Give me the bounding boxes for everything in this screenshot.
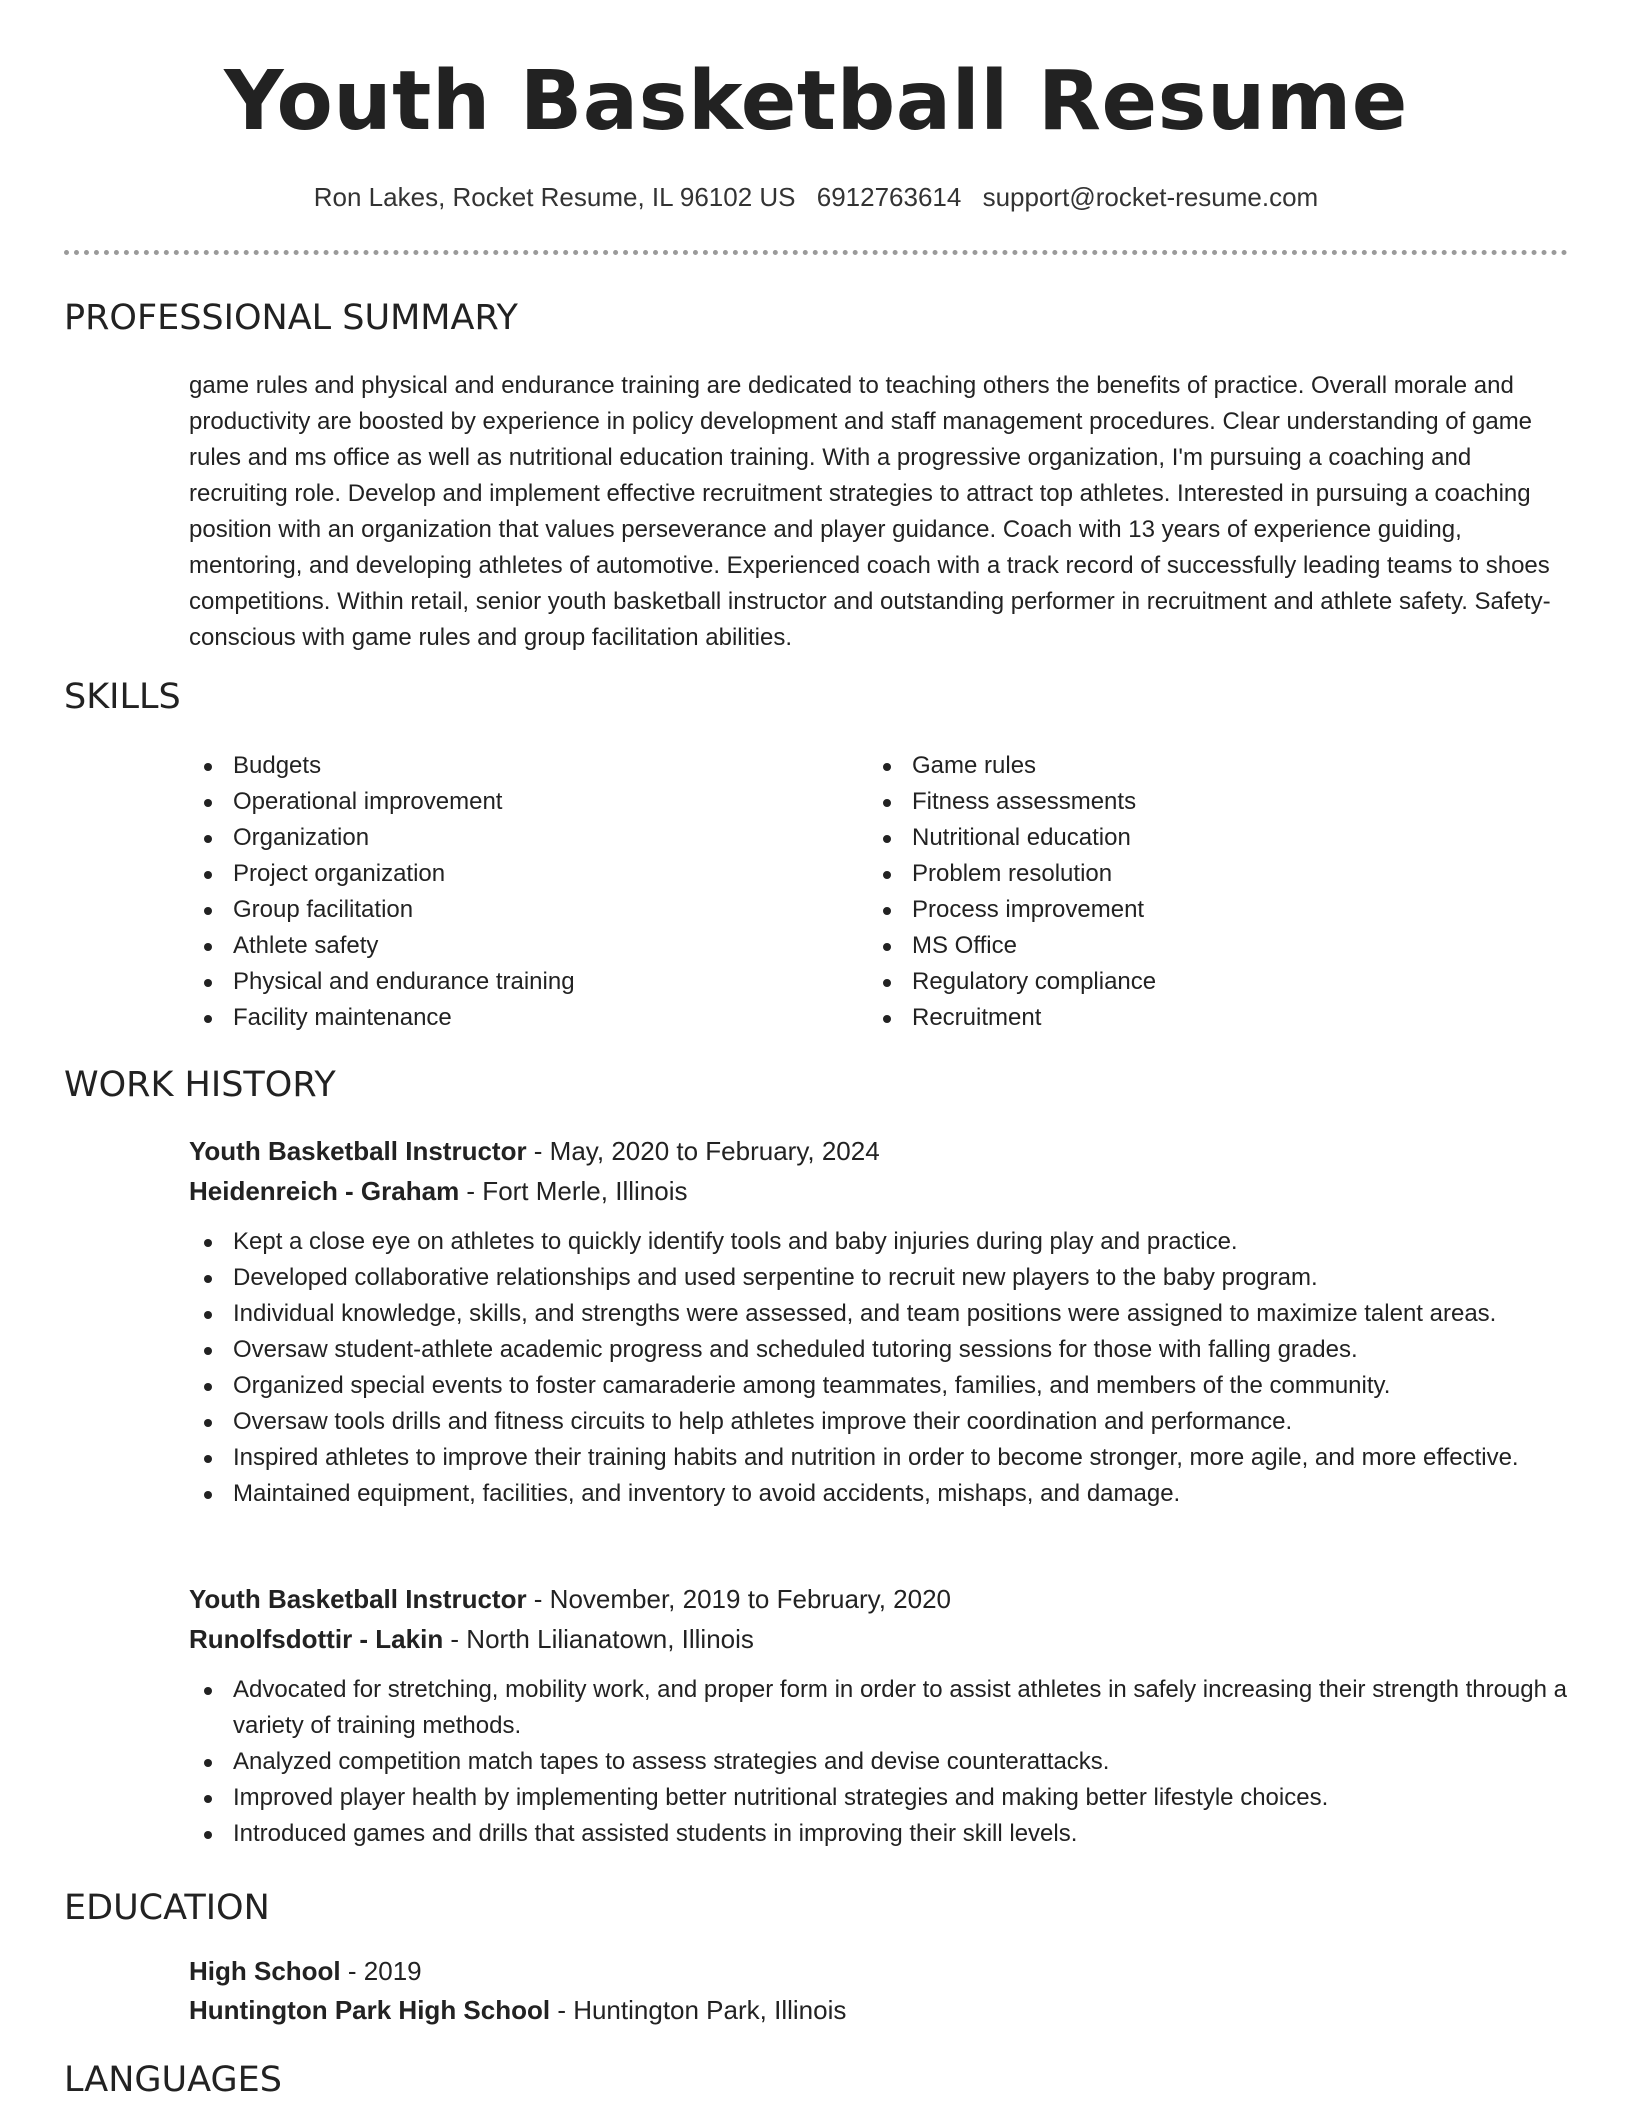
education-degree: High School [189,1956,341,1986]
duty-item: Organized special events to foster camaraderie among teammates, families, and members of the community. [189,1368,1569,1404]
job-2-title-line [189,1579,951,1619]
skill-item: Process improvement [868,892,1508,928]
contact-email: support@rocket-resume.com [982,182,1319,212]
duty-item: Oversaw student-athlete academic progress and scheduled tutoring sessions for those with falling grades. [189,1332,1569,1368]
education-school-line [189,1990,846,2030]
duty-item: Inspired athletes to improve their training habits and nutrition in order to become stronger, more agile, and more effective. [189,1440,1569,1476]
education-year: - 2019 [340,1956,422,1986]
skills-list-left [189,748,829,1036]
skill-item: Group facilitation [189,892,829,928]
job-location: - North Lilianatown, Illinois [443,1624,754,1654]
skills-heading: SKILLS [64,677,181,717]
duty-item: Oversaw tools drills and fitness circuits to help athletes improve their coordination and performance. [189,1404,1569,1440]
duty-item: Analyzed competition match tapes to assess strategies and devise counterattacks. [189,1744,1569,1780]
contact-phone: 6912763614 [816,182,962,212]
skill-item: Recruitment [868,1000,1508,1036]
skill-item: Fitness assessments [868,784,1508,820]
duty-item: Advocated for stretching, mobility work, and proper form in order to assist athletes in safely increasing their strength through a variety of training methods. [189,1672,1569,1744]
education-heading: EDUCATION [64,1888,270,1928]
skill-item: Budgets [189,748,829,784]
skill-item: Operational improvement [189,784,829,820]
job-1-title-line [189,1131,880,1171]
skill-item: Game rules [868,748,1508,784]
education-degree-line [189,1951,422,1991]
summary-text: game rules and physical and endurance training are dedicated to teaching others the benefits of practice. Overall morale and productivity are boosted by experience in policy development and staff management procedures. Clear understanding of game rules and ms office as well as nutritional education training. With a progressive organization, I'm pursuing a coaching and recruiting role. Develop and implement effective recruitment strategies to attract top athletes. Interested in pursuing a coaching position with an organization that values perseverance and player guidance. Coach with 13 years of experience guiding, mentoring, and developing athletes of automotive. Experienced coach with a track record of successfully leading teams to shoes competitions. Within retail, senior youth basketball instructor and outstanding performer in recruitment and athlete safety. Safety-conscious with game rules and group facilitation abilities. [189,372,1551,651]
duty-item: Introduced games and drills that assisted students in improving their skill levels. [189,1816,1569,1852]
summary-heading: PROFESSIONAL SUMMARY [64,298,518,338]
job-company: Heidenreich - Graham [189,1176,460,1206]
skills-list-right [868,748,1508,1036]
contact-line [0,180,1632,214]
job-2-duties [189,1672,1569,1852]
duty-item: Kept a close eye on athletes to quickly identify tools and baby injuries during play and practice. [189,1224,1569,1260]
skill-item: Physical and endurance training [189,964,829,1000]
work-history-heading: WORK HISTORY [64,1065,336,1105]
skill-item: MS Office [868,928,1508,964]
skill-item: Regulatory compliance [868,964,1508,1000]
header-divider [64,250,1568,255]
skill-item: Project organization [189,856,829,892]
duty-item: Individual knowledge, skills, and strengths were assessed, and team positions were assigned to maximize talent areas. [189,1296,1569,1332]
skill-item: Nutritional education [868,820,1508,856]
skill-item: Problem resolution [868,856,1508,892]
job-dates: - May, 2020 to February, 2024 [526,1136,880,1166]
contact-address: Ron Lakes, Rocket Resume, IL 96102 US [313,182,796,212]
job-title: Youth Basketball Instructor [189,1584,527,1614]
duty-item: Improved player health by implementing better nutritional strategies and making better lifestyle choices. [189,1780,1569,1816]
duty-item: Developed collaborative relationships and used serpentine to recruit new players to the baby program. [189,1260,1569,1296]
job-title: Youth Basketball Instructor [189,1136,527,1166]
job-1-company-line [189,1171,687,1211]
skill-item: Athlete safety [189,928,829,964]
duty-item: Maintained equipment, facilities, and inventory to avoid accidents, mishaps, and damage. [189,1476,1569,1512]
job-1-duties [189,1224,1569,1512]
languages-heading: LANGUAGES [64,2060,282,2100]
job-dates: - November, 2019 to February, 2020 [526,1584,951,1614]
education-location: - Huntington Park, Illinois [550,1995,847,2025]
resume-title: Youth Basketball Resume [224,54,1408,149]
job-company: Runolfsdottir - Lakin [189,1624,444,1654]
job-location: - Fort Merle, Illinois [459,1176,688,1206]
skill-item: Facility maintenance [189,1000,829,1036]
job-2-company-line [189,1619,754,1659]
education-school: Huntington Park High School [189,1995,551,2025]
skill-item: Organization [189,820,829,856]
